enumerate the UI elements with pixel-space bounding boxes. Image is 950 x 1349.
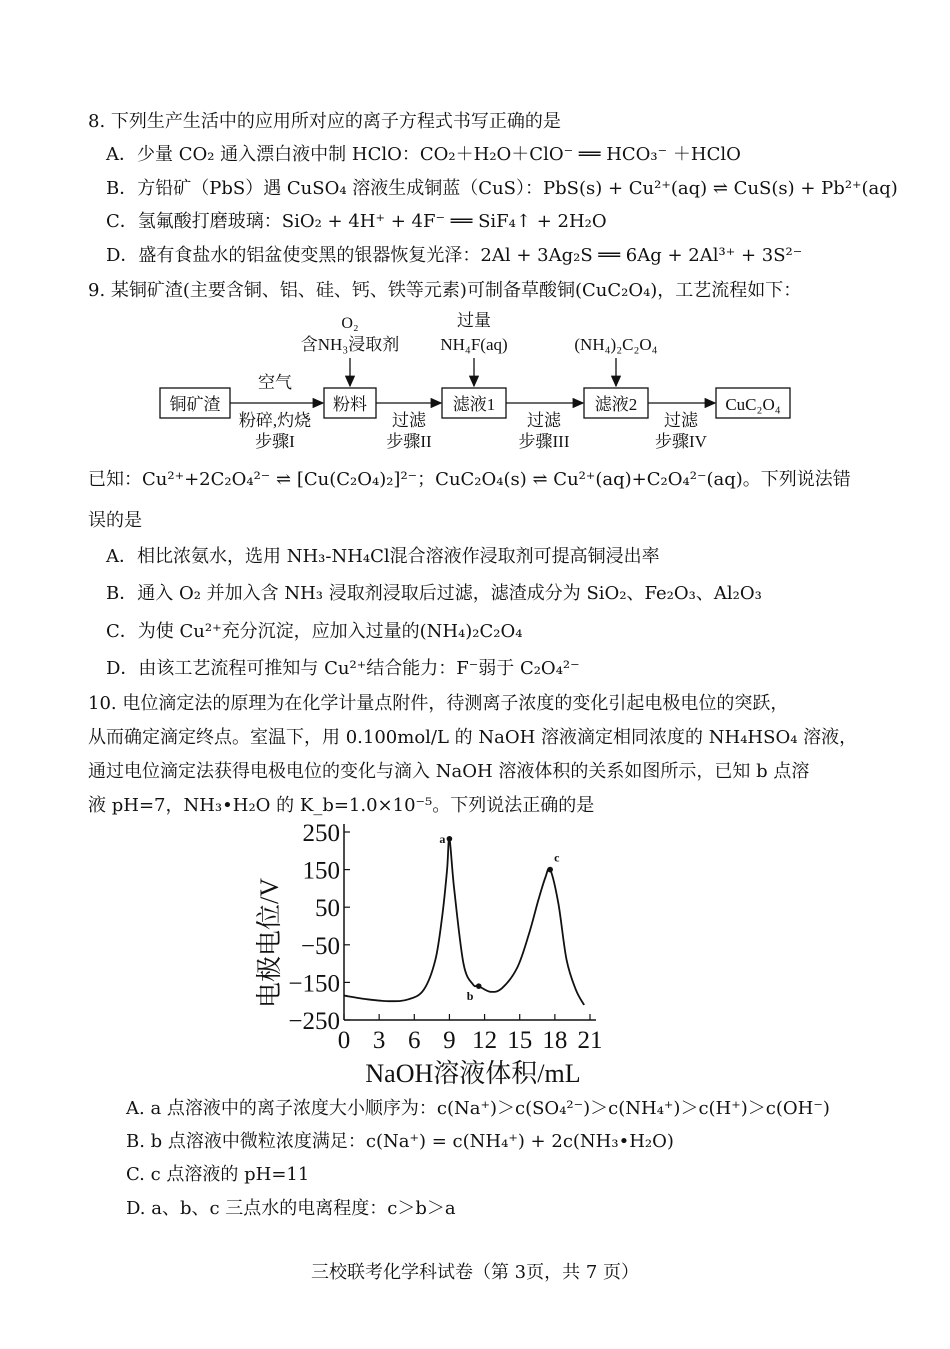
q9-option-b: B．通入 O₂ 并加入含 NH₃ 浸取剂浸取后过滤，滤渣成分为 SiO₂、Fe₂O₃、Al₂O₃ <box>106 583 762 604</box>
potential-titration-chart <box>240 820 620 1090</box>
q10-option-d: D. a、b、c 三点水的电离程度：c＞b＞a <box>126 1198 456 1219</box>
point-c-label: c <box>554 850 560 865</box>
flow-box-ore-label: 铜矿渣 <box>169 395 221 414</box>
q10-stem-line4: 液 pH=7，NH₃•H₂O 的 K_b=1.0×10⁻⁵。下列说法正确的是 <box>88 795 595 816</box>
flow-step1-op: 粉碎,灼烧 <box>238 411 312 430</box>
flow-reagent1-line2: 含NH₃浸取剂 <box>300 335 400 354</box>
flow-box-filtrate2-label: 滤液2 <box>594 395 638 414</box>
y-tick-label: −250 <box>288 1008 340 1035</box>
flow-step1: 步骤I <box>255 432 295 451</box>
y-tick-label: −50 <box>300 932 340 960</box>
x-tick-label: 18 <box>542 1027 568 1054</box>
q8-option-a: A．少量 CO₂ 通入漂白液中制 HClO：CO₂＋H₂O＋ClO⁻ ══ HCO₃⁻ ＋HClO <box>106 144 741 165</box>
q10-stem-line3: 通过电位滴定法获得电极电位的变化与滴入 NaOH 溶液体积的关系如图所示，已知 b 点溶 <box>88 761 810 782</box>
q9-known-line1: 已知：Cu²⁺+2C₂O₄²⁻ ⇌ [Cu(C₂O₄)₂]²⁻；CuC₂O₄(s) ⇌ Cu²⁺(aq)+C₂O₄²⁻(aq)。下列说法错 <box>88 469 851 490</box>
x-tick-label: 3 <box>372 1027 386 1054</box>
q8-option-b: B．方铅矿（PbS）遇 CuSO₄ 溶液生成铜蓝（CuS）：PbS(s) + Cu²⁺(aq) ⇌ CuS(s) + Pb²⁺(aq) <box>106 178 898 199</box>
process-flow-diagram <box>150 306 800 456</box>
q9-option-a: A．相比浓氨水，选用 NH₃-NH₄Cl混合溶液作浸取剂可提高铜浸出率 <box>106 546 660 567</box>
q10-stem-line1: 10. 电位滴定法的原理为在化学计量点附件，待测离子浓度的变化引起电极电位的突跃， <box>88 693 789 714</box>
flow-reagent3: (NH₄)₂C₂O₄ <box>574 335 658 354</box>
potential-curve <box>344 838 584 1005</box>
flow-step2: 步骤II <box>386 432 432 451</box>
q9-option-d: D．由该工艺流程可推知与 Cu²⁺结合能力：F⁻弱于 C₂O₄²⁻ <box>106 658 580 679</box>
flow-step4-op: 过滤 <box>664 411 698 430</box>
x-tick-label: 12 <box>472 1027 498 1054</box>
x-tick-label: 6 <box>408 1027 421 1054</box>
q10-option-a: A. a 点溶液中的离子浓度大小顺序为：c(Na⁺)＞c(SO₄²⁻)＞c(NH₄⁺)＞c(H⁺)＞c(OH⁻) <box>126 1098 830 1119</box>
q10-option-b: B. b 点溶液中微粒浓度满足：c(Na⁺) = c(NH₄⁺) + 2c(NH₃•H₂O) <box>126 1131 674 1152</box>
x-tick-label: 21 <box>577 1027 603 1054</box>
q8-option-d: D．盛有食盐水的铝盆使变黑的银器恢复光泽：2Al + 3Ag₂S ══ 6Ag + 2Al³⁺ + 3S²⁻ <box>106 245 803 266</box>
y-tick-label: −150 <box>288 970 340 998</box>
q8-option-c: C．氢氟酸打磨玻璃：SiO₂ + 4H⁺ + 4F⁻ ══ SiF₄↑ + 2H₂O <box>106 211 607 232</box>
y-axis-label: 电极电位/V <box>255 877 284 1008</box>
page-footer: 三校联考化学科试卷（第 3页，共 7 页） <box>310 1262 640 1283</box>
flow-reagent2-line1: 过量 <box>457 311 491 330</box>
x-tick-label: 9 <box>443 1027 456 1054</box>
flow-box-product-label: CuC₂O₄ <box>725 395 781 414</box>
q9-known-line2: 误的是 <box>88 510 142 531</box>
x-tick-label: 15 <box>507 1027 533 1054</box>
point-c-marker <box>547 867 553 873</box>
point-b-marker <box>476 983 482 989</box>
q10-option-c: C. c 点溶液的 pH=11 <box>126 1164 310 1185</box>
flow-step2-op: 过滤 <box>392 411 426 430</box>
flow-reagent1-line1: O₂ <box>341 315 359 332</box>
q9-stem: 9. 某铜矿渣(主要含铜、铝、硅、钙、铁等元素)可制备草酸铜(CuC₂O₄)，工艺流程如下： <box>88 280 802 301</box>
y-tick-label: 50 <box>315 895 340 923</box>
q10-stem-line2: 从而确定滴定终点。室温下，用 0.100mol/L 的 NaOH 溶液滴定相同浓度的 NH₄HSO₄ 溶液， <box>88 727 858 748</box>
q9-option-c: C．为使 Cu²⁺充分沉淀，应加入过量的(NH₄)₂C₂O₄ <box>106 621 523 642</box>
flow-step3: 步骤III <box>518 432 570 451</box>
flow-air-label: 空气 <box>258 373 292 392</box>
flow-box-powder-label: 粉料 <box>333 395 367 414</box>
x-tick-label: 0 <box>337 1027 351 1054</box>
y-tick-label: 250 <box>302 820 340 847</box>
flow-reagent2-line2: NH₄F(aq) <box>440 335 508 354</box>
flow-box-filtrate1-label: 滤液1 <box>452 395 496 414</box>
y-tick-label: 150 <box>302 857 340 885</box>
x-axis-label: NaOH溶液体积/mL <box>365 1059 581 1088</box>
flow-step4: 步骤IV <box>655 432 707 451</box>
point-a-label: a <box>439 831 446 846</box>
point-b-label: b <box>466 989 474 1004</box>
flow-step3-op: 过滤 <box>527 411 561 430</box>
point-a-marker <box>447 836 453 842</box>
q8-stem: 8. 下列生产生活中的应用所对应的离子方程式书写正确的是 <box>88 111 561 132</box>
